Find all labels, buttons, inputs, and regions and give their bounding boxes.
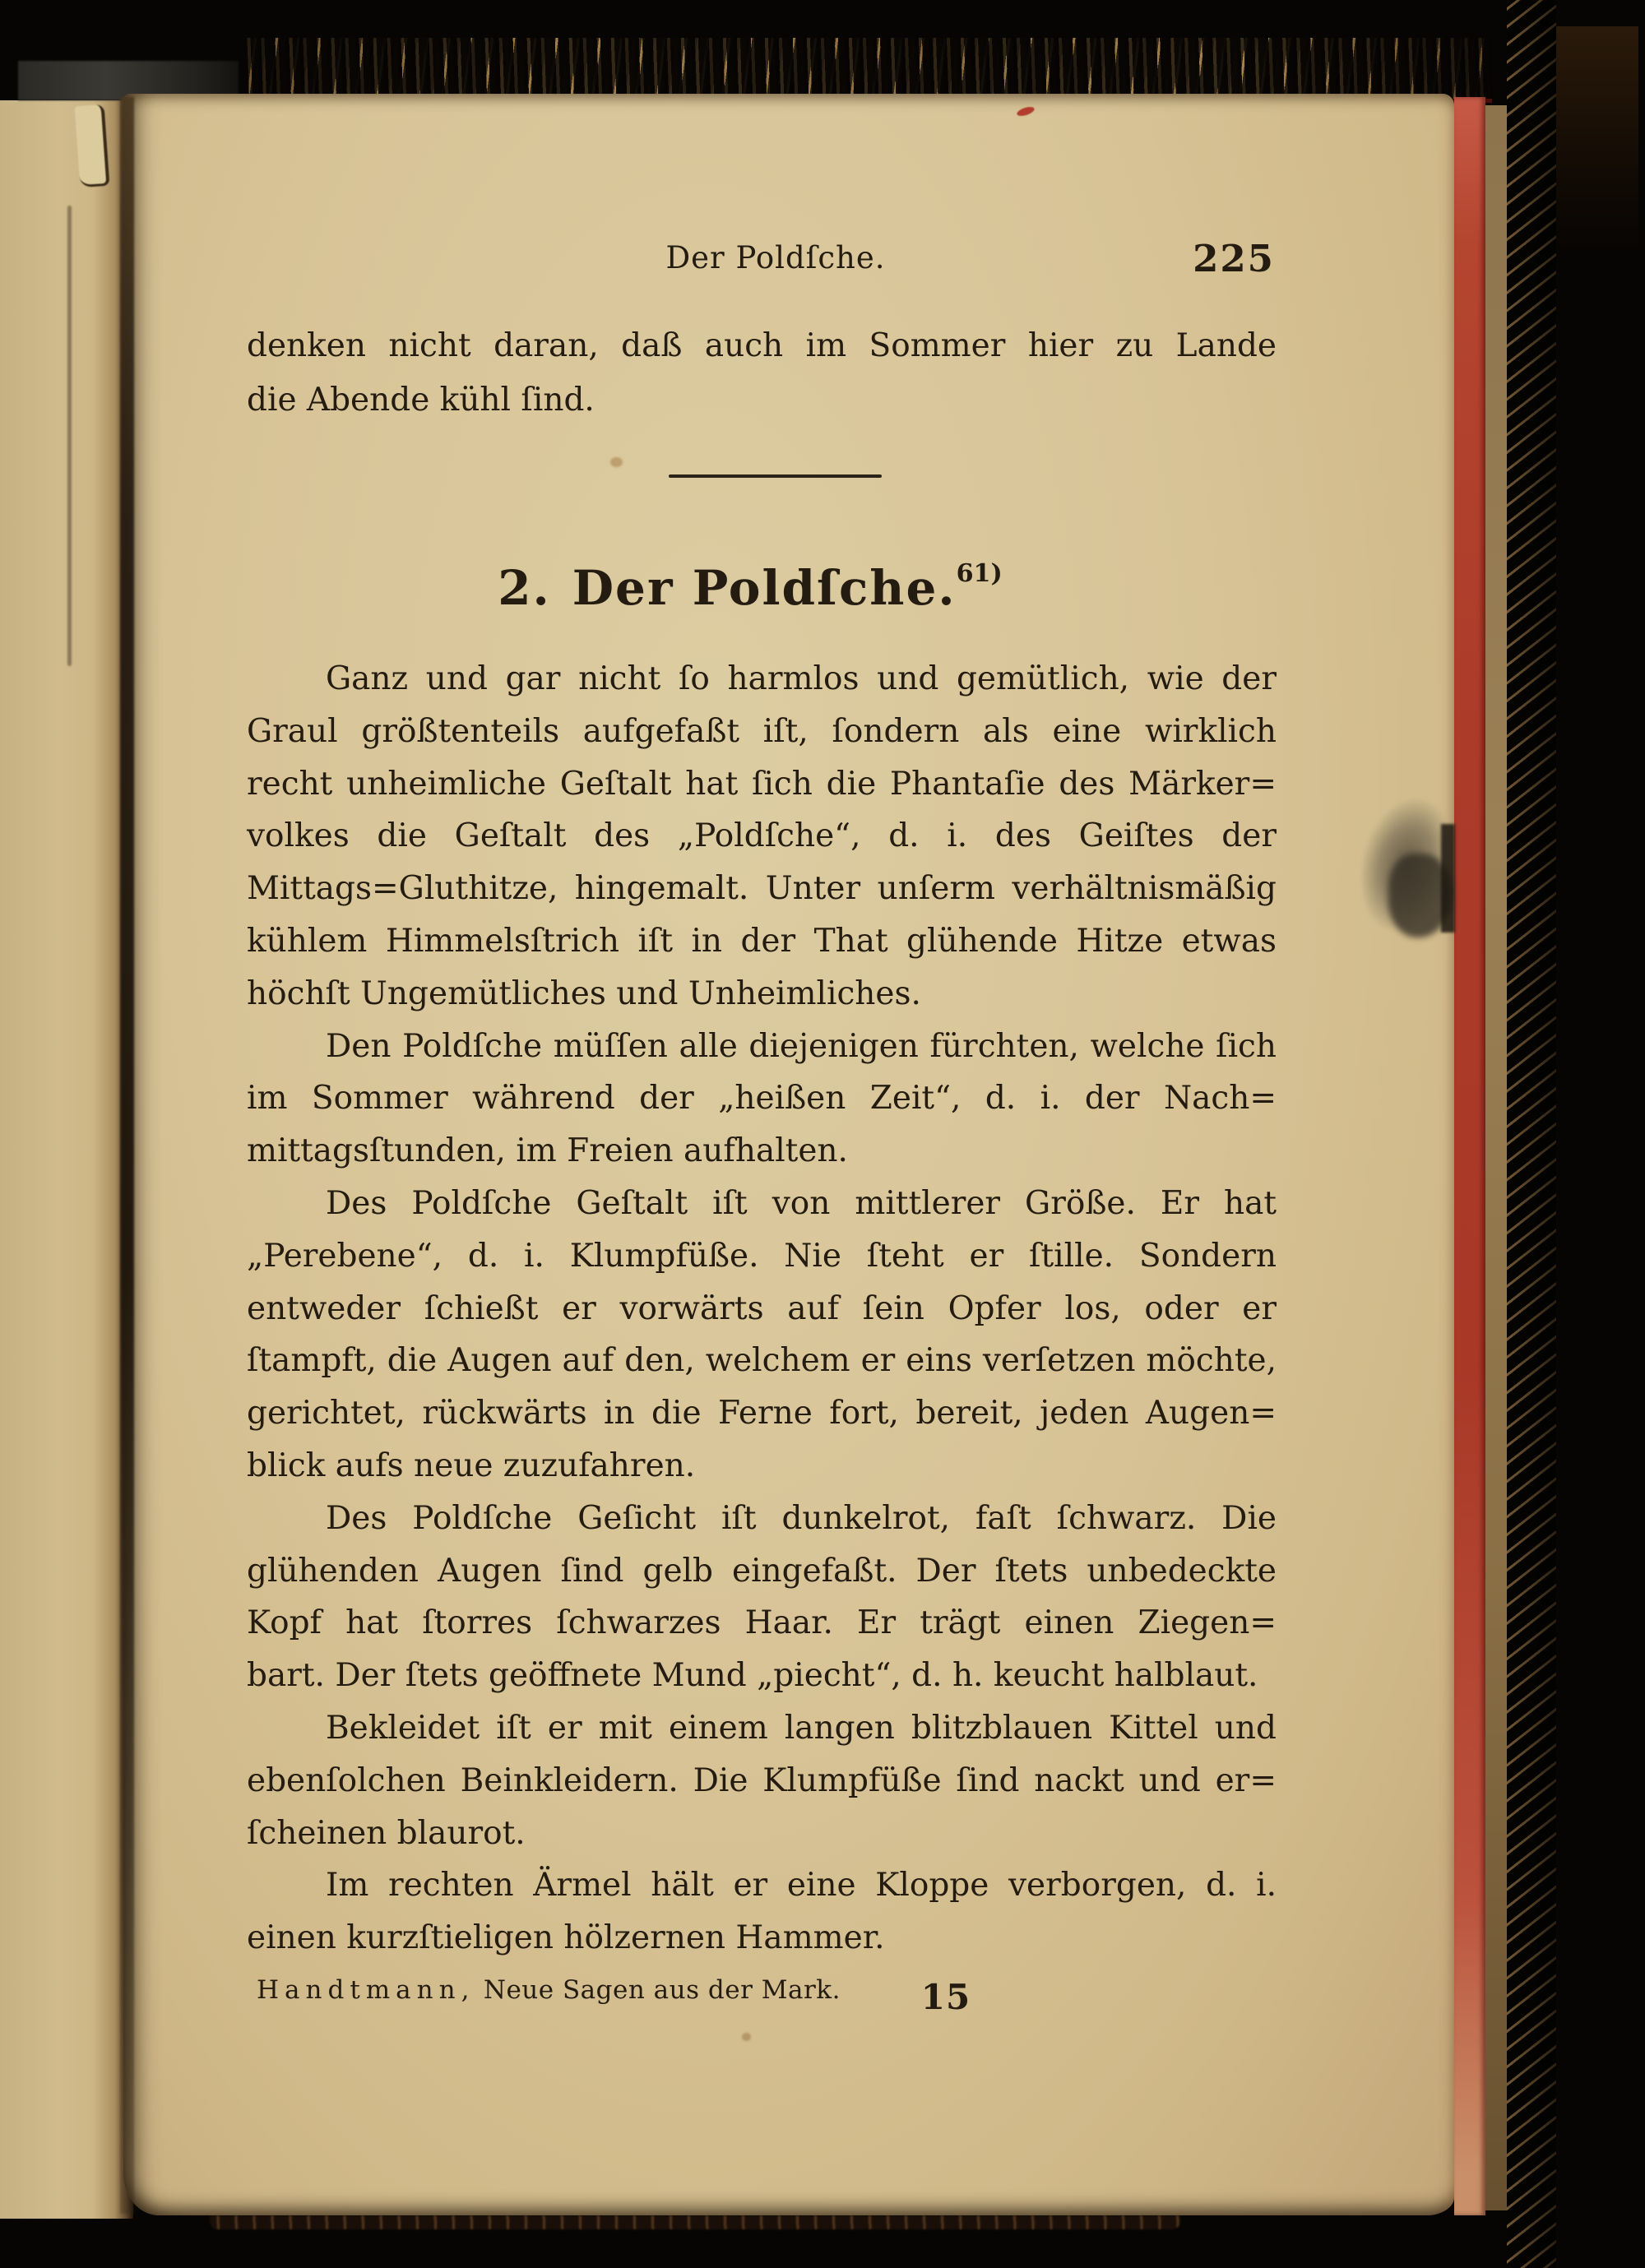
section-heading	[247, 559, 1253, 616]
text-line: im Sommer während der „heißen Zeit“, d. i. der Nach=	[247, 1080, 1277, 1118]
text-line: Graul größtenteils aufgefaßt iſt, ſondern als eine wirklich	[247, 712, 1277, 750]
red-fore-edge	[1454, 97, 1485, 2215]
gutter-shadow	[120, 97, 134, 2214]
footer-imprint	[257, 1975, 997, 2005]
text-line: glühenden Augen ſind gelb eingefaßt. Der ſtets unbedeckte	[247, 1552, 1277, 1590]
section-divider-rule	[669, 474, 882, 478]
ink-stain-edge	[1441, 824, 1455, 933]
text-line: kühlem Himmelsſtrich iſt in der That glühende Hitze etwas	[247, 922, 1277, 960]
heading-title: Der Poldſche.	[572, 560, 957, 616]
left-page-edge	[0, 100, 133, 2219]
sheet-number: 15	[920, 1977, 971, 2017]
running-header: Der Poldſche.	[665, 240, 886, 275]
page-block-edge	[1485, 105, 1507, 2210]
leather-binding-corner	[1546, 26, 1638, 248]
text-line: entweder ſchießt er vorwärts auf ſein Opfer los, oder er	[247, 1289, 1277, 1327]
text-line: Im rechten Ärmel hält er eine Kloppe verborgen, d. i.	[326, 1867, 1277, 1905]
heading-number: 2.	[498, 560, 551, 616]
text-line: gerichtet, rückwärts in die Ferne fort, bereit, jeden Augen=	[247, 1395, 1277, 1433]
text-line: ſtampft, die Augen auf den, welchem er eins verſetzen möchte,	[247, 1342, 1277, 1380]
text-line: mittagsſtunden, im Freien aufhalten.	[247, 1132, 848, 1170]
body-text	[247, 653, 1277, 1965]
text-line: Ganz und gar nicht ſo harmlos und gemütlich, wie der	[326, 660, 1277, 697]
carryover-paragraph	[247, 319, 1277, 428]
bottom-page-edge	[210, 2215, 1180, 2229]
text-line: höchſt Ungemütliches und Unheimliches.	[247, 974, 921, 1012]
text-line: volkes die Geſtalt des „Poldſche“, d. i. des Geiſtes der	[247, 817, 1277, 855]
text-line: Des Poldſche Geſtalt iſt von mittlerer Größe. Er hat	[326, 1184, 1277, 1222]
footer-work: Neue Sagen aus der Mark.	[483, 1975, 841, 2005]
text-line: „Perebene“, d. i. Klumpfüße. Nie ſteht er ſtille. Sondern	[247, 1237, 1277, 1275]
text-line: blick aufs neue zuzufahren.	[247, 1446, 696, 1484]
leather-binding	[1507, 0, 1556, 2268]
text-line: ſcheinen blaurot.	[247, 1814, 526, 1852]
text-line: Bekleidet iſt er mit einem langen blitzblauen Kittel und	[326, 1709, 1277, 1747]
text-line: denken nicht daran, daß auch im Sommer hier zu Lande	[247, 327, 1277, 364]
text-line: die Abende kühl ſind.	[247, 382, 595, 419]
footer-author: Handtmann,	[257, 1975, 475, 2005]
text-line: ebenſolchen Beinkleidern. Die Klumpfüße ſind nackt und er=	[247, 1761, 1277, 1799]
text-line: Kopf hat ſtorres ſchwarzes Haar. Er trägt einen Ziegen=	[247, 1604, 1277, 1642]
text-line: einen kurzſtieligen hölzernen Hammer.	[247, 1919, 885, 1957]
heading-footnote-mark: 61)	[956, 559, 1003, 588]
text-line: bart. Der ſtets geöffnete Mund „piecht“, d. h. keucht halblaut.	[247, 1657, 1258, 1695]
text-line: Des Poldſche Geſicht iſt dunkelrot, faſt ſchwarz. Die	[326, 1499, 1277, 1537]
text-line: Mittags=Gluthitze, hingemalt. Unter unſerm verhältnismäßig	[247, 870, 1277, 908]
foxing-spot	[610, 457, 623, 467]
text-line: recht unheimliche Geſtalt hat ſich die Phantaſie des Märker=	[247, 765, 1277, 803]
text-line: Den Poldſche müſſen alle diejenigen fürchten, welche ſich	[326, 1027, 1277, 1065]
foxing-spot	[742, 2033, 751, 2041]
left-page-edge-line	[67, 206, 72, 666]
paper-tear	[75, 104, 110, 187]
page-number: 225	[1193, 237, 1275, 280]
